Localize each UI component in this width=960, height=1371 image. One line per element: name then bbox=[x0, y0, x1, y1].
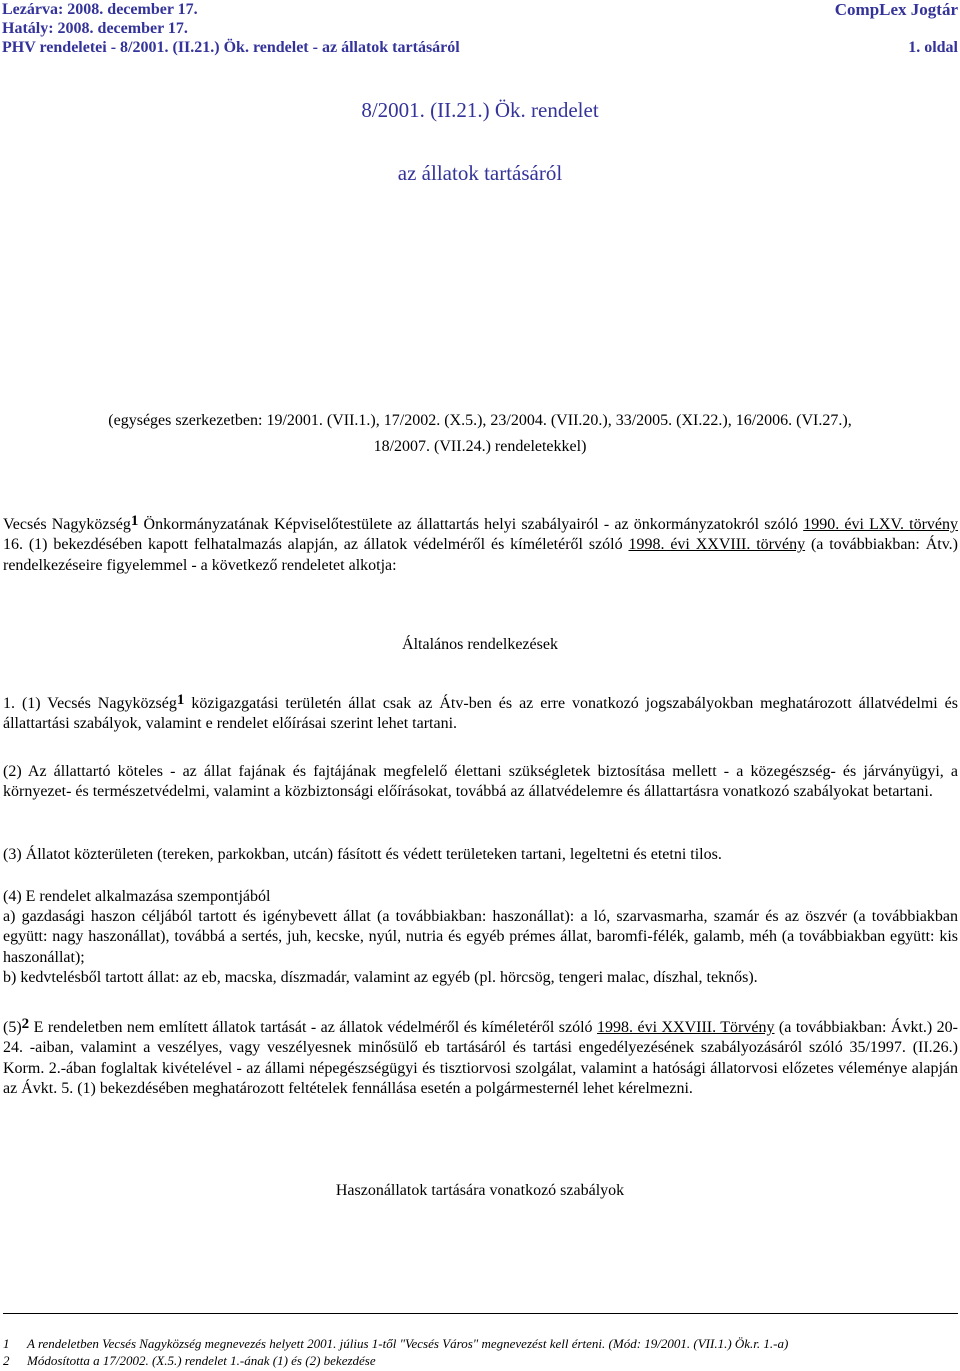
footnote-number: 2 bbox=[3, 1353, 10, 1368]
paragraph-text: (5) bbox=[3, 1019, 22, 1036]
document-title: 8/2001. (II.21.) Ök. rendelet bbox=[361, 98, 599, 122]
consolidation-note-line2: 18/2007. (VII.24.) rendeletekkel) bbox=[373, 438, 587, 455]
paragraph-text: 1. (1) Vecsés Nagyközség bbox=[3, 695, 177, 712]
paragraph-text: (a továbbiakban: Ávkt.) 20-24. -aiban, valamint a veszélyes, vagy veszélyesnek minősülő eb tartásáról és tartási engedélyezésének szabályozásáról szóló 35/1997. (II.26.) Korm. 2.-ában foglaltak kivételével - az állami népegészségügyi és tisztiorvosi szolgálat, valamint a hatósági állatorvosi előzetes véleménye alapján az Ávkt. 5. (1) bekezdésében meghatározott feltételek fennállása esetén a polgármesternél lehet kérelmezni. bbox=[3, 1019, 959, 1097]
footnote-ref[interactable]: 2 bbox=[21, 1016, 30, 1032]
footnote-ref[interactable]: 1 bbox=[130, 513, 139, 529]
paragraph-4-heading: (4) E rendelet alkalmazása szempontjából bbox=[3, 888, 271, 905]
footnote-ref[interactable]: 1 bbox=[176, 692, 185, 708]
section-heading: Haszonállatok tartására vonatkozó szabályok bbox=[335, 1182, 625, 1199]
footnote-text: A rendeletben Vecsés Nagyközség megnevezés helyett 2001. július 1-től "Vecsés Város" megnevezést kell érteni. (Mód: 19/2001. (VII.1.) Ök.r. 1.-a) bbox=[27, 1336, 789, 1351]
paragraph-2: (2) Az állattartó köteles - az állat fajának és fajtájának megfelelő élettani szükségletek biztosítása mellett - a közegészség- és járványügyi, a környezet- és természetvédelmi, valamint a közbiztonsági előírásokat, továbbá az állatvédelemre és állattartásra vonatkozó szabályokat betartani. bbox=[3, 763, 958, 801]
consolidation-note-line1: (egységes szerkezetben: 19/2001. (VII.1.), 17/2002. (X.5.), 23/2004. (VII.20.), 33/2005. (XI.22.), 16/2006. (VI.27.), bbox=[108, 412, 852, 429]
paragraph-text: E rendeletben nem említett állatok tartását - az állatok védelméről és kíméletéről szóló bbox=[29, 1019, 598, 1036]
footnote-1 bbox=[3, 1335, 958, 1352]
section-heading: Általános rendelkezések bbox=[402, 636, 558, 653]
effective-date: Hatály: 2008. december 17. bbox=[2, 20, 188, 37]
law-link[interactable]: 1998. évi XXVIII. törvény bbox=[628, 536, 806, 554]
closing-date: Lezárva: 2008. december 17. bbox=[2, 1, 198, 18]
paragraph-5 bbox=[3, 1018, 958, 1099]
document-subtitle: az állatok tartásáról bbox=[397, 161, 563, 185]
document-reference: PHV rendeletei - 8/2001. (II.21.) Ök. rendelet - az állatok tartásáról bbox=[2, 39, 460, 56]
law-link[interactable]: 1990. évi LXV. törvény bbox=[803, 516, 959, 533]
preamble-text: 16. (1) bekezdésében kapott felhatalmazás alapján, az állatok védelméről és kíméletéről szóló bbox=[3, 536, 629, 554]
paragraph-1 bbox=[3, 694, 958, 735]
paragraph-3: (3) Állatot közterületen (tereken, parkokban, utcán) fásított és védett területeken tartani, legeltetni és etetni tilos. bbox=[3, 846, 722, 863]
footnote-text: Módosította a 17/2002. (X.5.) rendelet 1.-ának (1) és (2) bekezdése bbox=[27, 1353, 376, 1368]
law-link[interactable]: 1998. évi XXVIII. Törvény bbox=[597, 1019, 775, 1036]
preamble-text: Vecsés Nagyközség bbox=[3, 516, 131, 533]
product-name: CompLex Jogtár bbox=[834, 0, 958, 19]
paragraph-text: közigazgatási területén állat csak az Átv-ben és az erre vonatkozó jogszabályokban meghatározott állatvédelmi és állattartási szabályok, valamint e rendelet előírásai szerint lehet tartani. bbox=[3, 695, 959, 733]
footnote-divider bbox=[3, 1313, 958, 1314]
page-header bbox=[0, 0, 960, 57]
preamble-text: (a továbbiakban: Átv.) rendelkezéseire figyelemmel - a következő rendeletet alkotja: bbox=[3, 536, 959, 574]
preamble-text: Önkormányzatának Képviselőtestülete az állattartás helyi szabályairól - az önkormányzatokról szóló bbox=[138, 516, 804, 533]
paragraph-4b: b) kedvtelésből tartott állat: az eb, macska, díszmadár, valamint az egyéb (pl. hörcsög, tengeri malac, díszhal, teknős). bbox=[3, 969, 758, 986]
paragraph-4a: a) gazdasági haszon céljából tartott és igénybevett állat (a továbbiakban: haszonállat): a ló, szarvasmarha, szamár és az öszvér (a továbbiakban együtt: nagy haszonállat), továbbá a sertés, juh, kecske, nyúl, nutria és egyéb prémes állat, baromfi-félék, galamb, méh (a továbbiakban együtt: kis haszonállat); bbox=[3, 908, 958, 966]
footnote-number: 1 bbox=[3, 1336, 10, 1351]
page-number: 1. oldal bbox=[908, 39, 958, 56]
preamble bbox=[3, 515, 958, 576]
footnote-2 bbox=[3, 1352, 958, 1369]
